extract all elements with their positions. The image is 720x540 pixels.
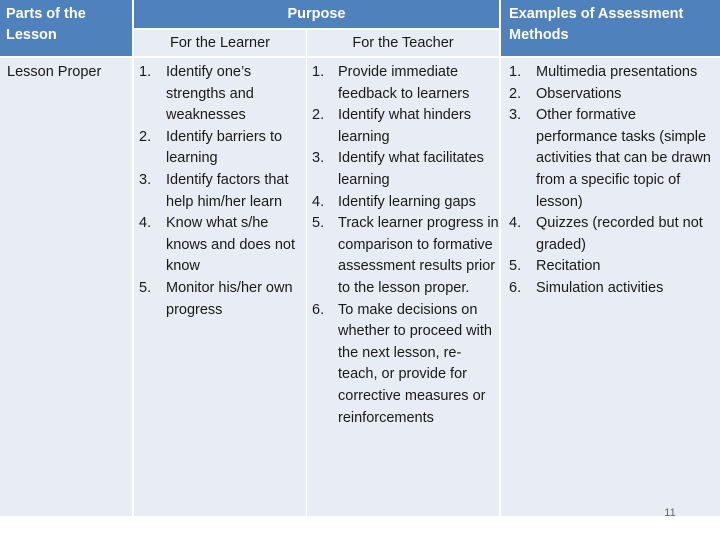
cell-learner-purpose [134,58,306,516]
list-item: 6. Simulation activities [509,279,664,296]
header-parts-of-lesson: Parts of the Lesson [0,0,132,56]
teacher-purpose-list [307,62,499,429]
header-purpose: Purpose [134,0,499,28]
list-item: 2. Identify barriers to learning [139,128,283,167]
list-item: 2. Identify what hinders learning [312,107,471,145]
list-item: 5. Recitation [509,258,601,275]
learner-purpose-list [134,62,306,321]
list-item: 4. Quizzes (recorded but not graded) [509,215,703,253]
list-item: 2. Observations [509,85,622,102]
subheader-for-learner: For the Learner [134,30,306,56]
cell-teacher-purpose [307,58,499,516]
page-number: 11 [664,507,676,519]
list-item: 5. Track learner progress in comparison to formative assessment results prior to the lesson proper. [312,215,499,296]
header-examples-of-assessment: Examples of Assessment Methods [501,0,720,56]
list-item: 1. Multimedia presentations [509,64,698,80]
list-item: 4. Identify learning gaps [312,193,476,210]
list-item: 3. Other formative performance tasks (simple activities that can be drawn from a specific topic of lesson) [509,107,711,210]
cell-assessment-examples [501,58,720,516]
list-item: 6. To make decisions on whether to proceed with the next lesson, re-teach, or provide for corrective measures or reinforcements [312,301,492,426]
list-item: 3. Identify what facilitates learning [312,150,484,188]
assessment-examples-list [501,62,720,300]
list-item: 5. Monitor his/her own progress [139,279,293,318]
list-item: 3. Identify factors that help him/her learn [139,171,289,210]
lesson-part-label: Lesson Proper [7,64,102,80]
subheader-for-teacher: For the Teacher [307,30,499,56]
cell-lesson-part [0,58,132,516]
list-item: 1. Identify one’s strengths and weaknesses [139,64,254,124]
list-item: 4. Know what s/he knows and does not know [139,215,295,275]
list-item: 1. Provide immediate feedback to learners [312,64,470,102]
